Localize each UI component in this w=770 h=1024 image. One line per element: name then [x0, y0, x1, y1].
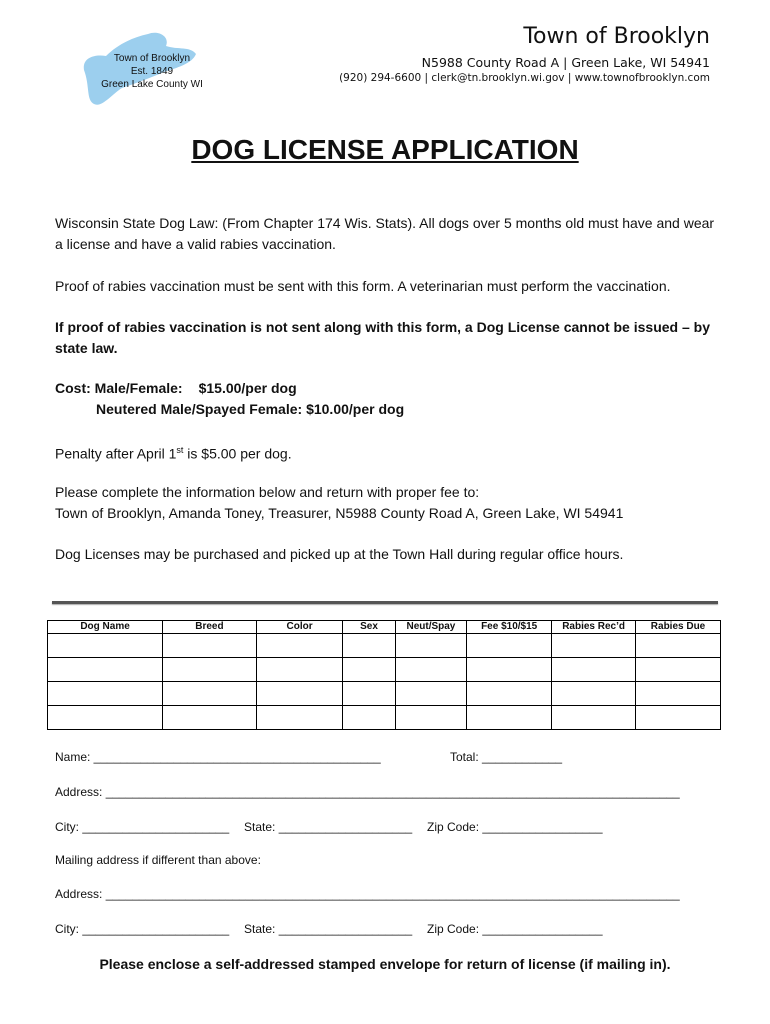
- table-cell[interactable]: [48, 658, 163, 682]
- dog-table: [47, 620, 721, 730]
- state-field[interactable]: State: ____________________: [244, 820, 413, 834]
- logo-line-2: Est. 1849: [130, 66, 174, 77]
- return-line-1: Please complete the information below and return with proper fee to:: [55, 484, 480, 500]
- table-cell[interactable]: [552, 634, 636, 658]
- table-row: [48, 658, 721, 682]
- cost-neutered: Neutered Male/Spayed Female: $10.00/per dog: [96, 401, 405, 417]
- table-row: [48, 682, 721, 706]
- cost-label: Cost: Male/Female:: [55, 380, 183, 396]
- table-cell[interactable]: [163, 658, 257, 682]
- table-cell[interactable]: [48, 706, 163, 730]
- mailing-city-field[interactable]: City: ______________________: [55, 922, 230, 936]
- col-rabies-recd: Rabies Rec’d: [552, 621, 636, 634]
- zip-field[interactable]: Zip Code: __________________: [427, 820, 603, 834]
- col-rabies-due: Rabies Due: [636, 621, 721, 634]
- table-cell[interactable]: [467, 658, 552, 682]
- town-address: N5988 County Road A | Green Lake, WI 54941: [421, 55, 710, 70]
- cost-section: [55, 378, 715, 420]
- law-paragraph: Wisconsin State Dog Law: (From Chapter 174 Wis. Stats). All dogs over 5 months old must have and wear a license and have a valid rabies vaccination.: [55, 215, 715, 252]
- penalty-text: [55, 440, 715, 465]
- return-instructions: [55, 482, 715, 524]
- name-field[interactable]: Name: ___________________________________________: [55, 750, 381, 764]
- table-cell[interactable]: [343, 658, 395, 682]
- envelope-note: Please enclose a self-addressed stamped envelope for return of license (if mailing in).: [99, 956, 671, 972]
- col-color: Color: [256, 621, 343, 634]
- table-cell[interactable]: [48, 682, 163, 706]
- divider: [52, 601, 718, 604]
- penalty-sup: st: [176, 445, 184, 455]
- table-cell[interactable]: [343, 682, 395, 706]
- table-cell[interactable]: [256, 634, 343, 658]
- table-row: [48, 706, 721, 730]
- logo-line-3: Green Lake County WI: [101, 79, 203, 90]
- table-cell[interactable]: [552, 658, 636, 682]
- penalty-before: Penalty after April 1: [55, 445, 177, 462]
- town-logo: [72, 24, 232, 114]
- table-cell[interactable]: [552, 682, 636, 706]
- table-cell[interactable]: [395, 634, 467, 658]
- col-dog-name: Dog Name: [48, 621, 163, 634]
- col-neut-spay: Neut/Spay: [395, 621, 467, 634]
- table-cell[interactable]: [636, 706, 721, 730]
- table-cell[interactable]: [163, 634, 257, 658]
- proof-warning: If proof of rabies vaccination is not sent along with this form, a Dog License cannot be issued – by state law.: [55, 319, 710, 356]
- table-cell[interactable]: [395, 658, 467, 682]
- mailing-label: Mailing address if different than above:: [55, 853, 261, 867]
- total-field[interactable]: Total: ____________: [450, 750, 563, 764]
- penalty-after: is $5.00 per dog.: [183, 445, 292, 462]
- city-field[interactable]: City: ______________________: [55, 820, 230, 834]
- col-breed: Breed: [163, 621, 257, 634]
- table-cell[interactable]: [636, 634, 721, 658]
- town-name: Town of Brooklyn: [523, 24, 710, 49]
- town-hall-note: Dog Licenses may be purchased and picked up at the Town Hall during regular office hours.: [55, 546, 624, 562]
- logo-line-1: Town of Brooklyn: [113, 53, 191, 64]
- town-contact: (920) 294-6600 | clerk@tn.brooklyn.wi.gov | www.townofbrooklyn.com: [339, 72, 710, 84]
- table-row: [48, 634, 721, 658]
- table-cell[interactable]: [343, 706, 395, 730]
- page-title: DOG LICENSE APPLICATION: [191, 134, 579, 165]
- mailing-address-field[interactable]: Address: ______________________________________________________________________________________: [55, 887, 680, 901]
- table-cell[interactable]: [395, 682, 467, 706]
- table-cell[interactable]: [636, 682, 721, 706]
- table-cell[interactable]: [256, 658, 343, 682]
- table-cell[interactable]: [256, 682, 343, 706]
- cost-amount: $15.00/per dog: [198, 380, 297, 396]
- table-cell[interactable]: [552, 706, 636, 730]
- table-cell[interactable]: [343, 634, 395, 658]
- table-cell[interactable]: [48, 634, 163, 658]
- table-cell[interactable]: [163, 706, 257, 730]
- table-cell[interactable]: [163, 682, 257, 706]
- table-cell[interactable]: [467, 682, 552, 706]
- address-field[interactable]: Address: ______________________________________________________________________________________: [55, 785, 680, 799]
- proof-paragraph: Proof of rabies vaccination must be sent with this form. A veterinarian must perform the vaccination.: [55, 278, 671, 294]
- table-cell[interactable]: [467, 634, 552, 658]
- col-fee: Fee $10/$15: [467, 621, 552, 634]
- table-cell[interactable]: [395, 706, 467, 730]
- mailing-zip-field[interactable]: Zip Code: __________________: [427, 922, 603, 936]
- table-header-row: [48, 621, 721, 634]
- table-cell[interactable]: [467, 706, 552, 730]
- mailing-state-field[interactable]: State: ____________________: [244, 922, 413, 936]
- table-cell[interactable]: [636, 658, 721, 682]
- table-cell[interactable]: [256, 706, 343, 730]
- col-sex: Sex: [343, 621, 395, 634]
- return-line-2: Town of Brooklyn, Amanda Toney, Treasurer, N5988 County Road A, Green Lake, WI 54941: [55, 505, 624, 521]
